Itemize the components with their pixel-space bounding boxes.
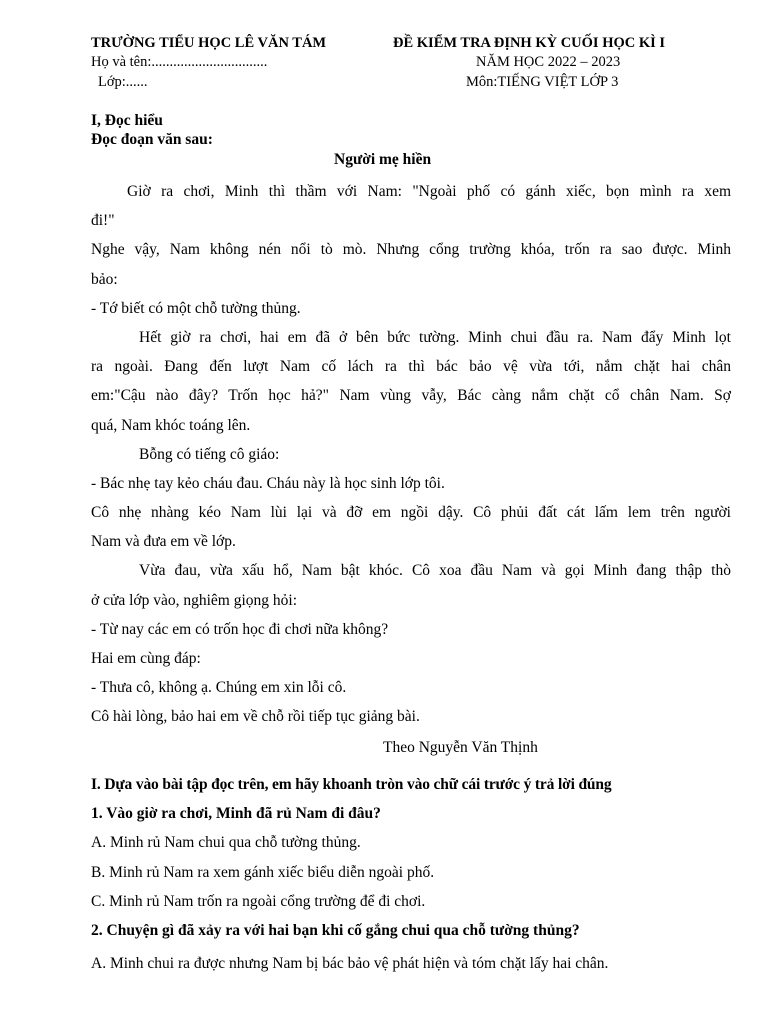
story-line: đi!" — [91, 212, 115, 230]
school-name: TRƯỜNG TIỂU HỌC LÊ VĂN TÁM — [91, 35, 327, 51]
story-line: em:"Cậu nào đây? Trốn học hả?" Nam vùng vẫy, Bác càng nắm chặt cổ chân Nam. Sợ — [91, 387, 731, 405]
section-heading: I, Đọc hiểu — [91, 112, 163, 129]
story-line: - Từ nay các em có trốn học đi chơi nữa không? — [91, 620, 389, 638]
story-line: - Bác nhẹ tay kẻo cháu đau. Cháu này là học sinh lớp tôi. — [91, 474, 445, 492]
story-line: - Tớ biết có một chỗ tường thủng. — [91, 299, 301, 317]
questions-heading: I. Dựa vào bài tập đọc trên, em hãy khoanh tròn vào chữ cái trước ý trả lời đúng — [91, 776, 612, 793]
q2-option-a: A. Minh chui ra được nhưng Nam bị bác bảo vệ phát hiện và tóm chặt lấy hai chân. — [91, 955, 609, 973]
q1-option-a: A. Minh rủ Nam chui qua chỗ tường thủng. — [91, 834, 361, 852]
story-line: Hết giờ ra chơi, hai em đã ở bên bức tường. Minh chui đầu ra. Nam đẩy Minh lọt — [139, 328, 731, 346]
story-line: Vừa đau, vừa xấu hổ, Nam bật khóc. Cô xoa đầu Nam và gọi Minh đang thập thò — [139, 562, 731, 580]
question-2: 2. Chuyện gì đã xảy ra với hai bạn khi cố gắng chui qua chỗ tường thủng? — [91, 921, 580, 939]
q1-option-c: C. Minh rủ Nam trốn ra ngoài cổng trường để đi chơi. — [91, 892, 426, 910]
reading-instruction: Đọc đoạn văn sau: — [91, 131, 213, 148]
exam-title: ĐỀ KIỂM TRA ĐỊNH KỲ CUỐI HỌC KÌ I — [393, 35, 666, 51]
story-line: Nghe vậy, Nam không nén nổi tò mò. Nhưng cổng trường khóa, trốn ra sao được. Minh — [91, 241, 731, 259]
school-year: NĂM HỌC 2022 – 2023 — [476, 54, 621, 70]
story-line: - Thưa cô, không ạ. Chúng em xin lỗi cô. — [91, 679, 347, 697]
questions-block — [91, 770, 731, 978]
question-1: 1. Vào giờ ra chơi, Minh đã rủ Nam đi đâu? — [91, 805, 381, 823]
story-line: Giờ ra chơi, Minh thì thầm với Nam: "Ngoài phố có gánh xiếc, bọn mình ra xem — [127, 183, 731, 200]
story-line: quá, Nam khóc toáng lên. — [91, 416, 251, 434]
story-line: bảo: — [91, 270, 118, 288]
name-field: Họ và tên:................................ — [91, 54, 268, 70]
q1-option-b: B. Minh rủ Nam ra xem gánh xiếc biểu diễn ngoài phố. — [91, 863, 435, 881]
subject: Môn:TIẾNG VIỆT LỚP 3 — [466, 74, 619, 90]
story-line: Cô nhẹ nhàng kéo Nam lùi lại và đỡ em ngồi dậy. Cô phủi đất cát lấm lem trên người — [91, 504, 731, 522]
story-line: ở cửa lớp vào, nghiêm giọng hỏi: — [91, 591, 298, 609]
story-line: Hai em cùng đáp: — [91, 650, 201, 667]
story-title: Người mẹ hiền — [334, 151, 432, 168]
story-source: Theo Nguyễn Văn Thịnh — [383, 739, 538, 756]
story-line: Cô hài lòng, bảo hai em về chỗ rồi tiếp tục giảng bài. — [91, 708, 420, 726]
story-line: ra ngoài. Đang đến lượt Nam cố lách ra thì bác bảo vệ vừa tới, nắm chặt hai chân — [91, 358, 731, 376]
class-field: Lớp:...... — [98, 74, 148, 90]
story-line: Nam và đưa em về lớp. — [91, 533, 236, 551]
story-line: Bỗng có tiếng cô giáo: — [139, 445, 280, 463]
story-body — [91, 177, 731, 732]
